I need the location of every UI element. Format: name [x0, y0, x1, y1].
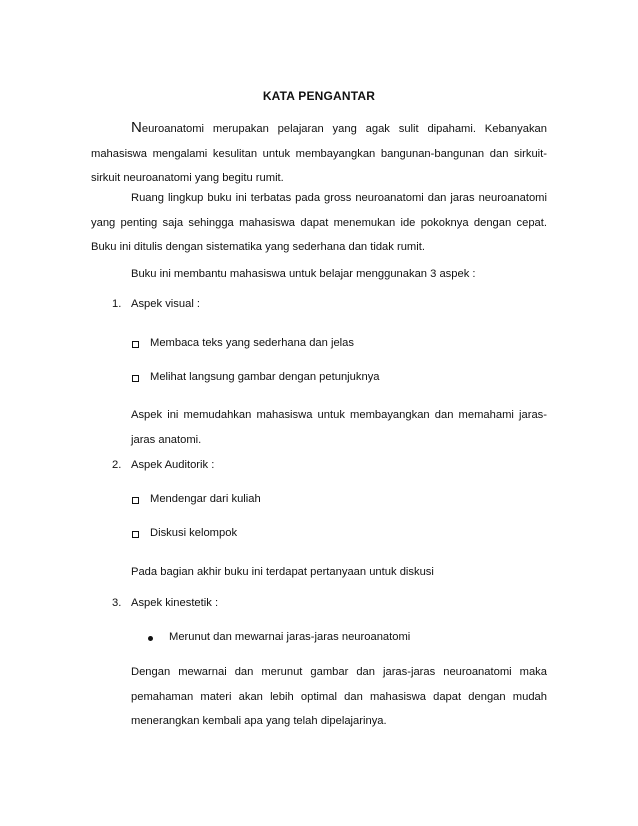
- list-item: Merunut dan mewarnai jaras-jaras neuroanatomi: [169, 631, 411, 643]
- round-bullet-icon: [148, 636, 153, 641]
- aspect-note: Dengan mewarnai dan merunut gambar dan jaras-jaras neuroanatomi maka pemahaman materi akan lebih optimal dan mahasiswa dapat dengan mudah menerangkan kembali apa yang telah dipelajarinya.: [131, 666, 547, 727]
- list-item: Mendengar dari kuliah: [150, 493, 261, 505]
- list-item: Melihat langsung gambar dengan petunjuknya: [150, 371, 380, 383]
- aspect-heading: Aspek kinestetik :: [131, 597, 219, 609]
- square-bullet-icon: [132, 531, 139, 538]
- aspect-note: Aspek ini memudahkan mahasiswa untuk membayangkan dan memahami jaras-jaras anatomi.: [131, 409, 547, 446]
- list-number: 1.: [112, 298, 122, 310]
- square-bullet-icon: [132, 375, 139, 382]
- aspect-heading: Aspek Auditorik :: [131, 459, 215, 471]
- intro-paragraph-text: euroanatomi merupakan pelajaran yang agak sulit dipahami. Kebanyakan mahasiswa mengalami kesulitan untuk membayangkan bangunan-bangunan dan sirkuit-sirkuit neuroanatomi yang begitu rumit.: [91, 123, 547, 184]
- square-bullet-icon: [132, 341, 139, 348]
- drop-initial: N: [131, 119, 142, 136]
- list-item: Diskusi kelompok: [150, 527, 238, 539]
- page-title: KATA PENGANTAR: [262, 89, 376, 103]
- aspect-note: Pada bagian akhir buku ini terdapat pertanyaan untuk diskusi: [131, 566, 434, 578]
- scope-paragraph: Ruang lingkup buku ini terbatas pada gross neuroanatomi dan jaras neuroanatomi yang penting saja sehingga mahasiswa dapat menemukan ide pokoknya dengan cepat. Buku ini ditulis dengan sistematika yang sederhana dan tidak rumit.: [91, 192, 547, 253]
- aspects-intro-paragraph: Buku ini membantu mahasiswa untuk belajar menggunakan 3 aspek :: [131, 268, 476, 280]
- square-bullet-icon: [132, 497, 139, 504]
- list-number: 3.: [112, 597, 122, 609]
- list-number: 2.: [112, 459, 122, 471]
- intro-paragraph: [91, 116, 547, 191]
- list-item: Membaca teks yang sederhana dan jelas: [150, 337, 354, 349]
- aspect-heading: Aspek visual :: [131, 298, 201, 310]
